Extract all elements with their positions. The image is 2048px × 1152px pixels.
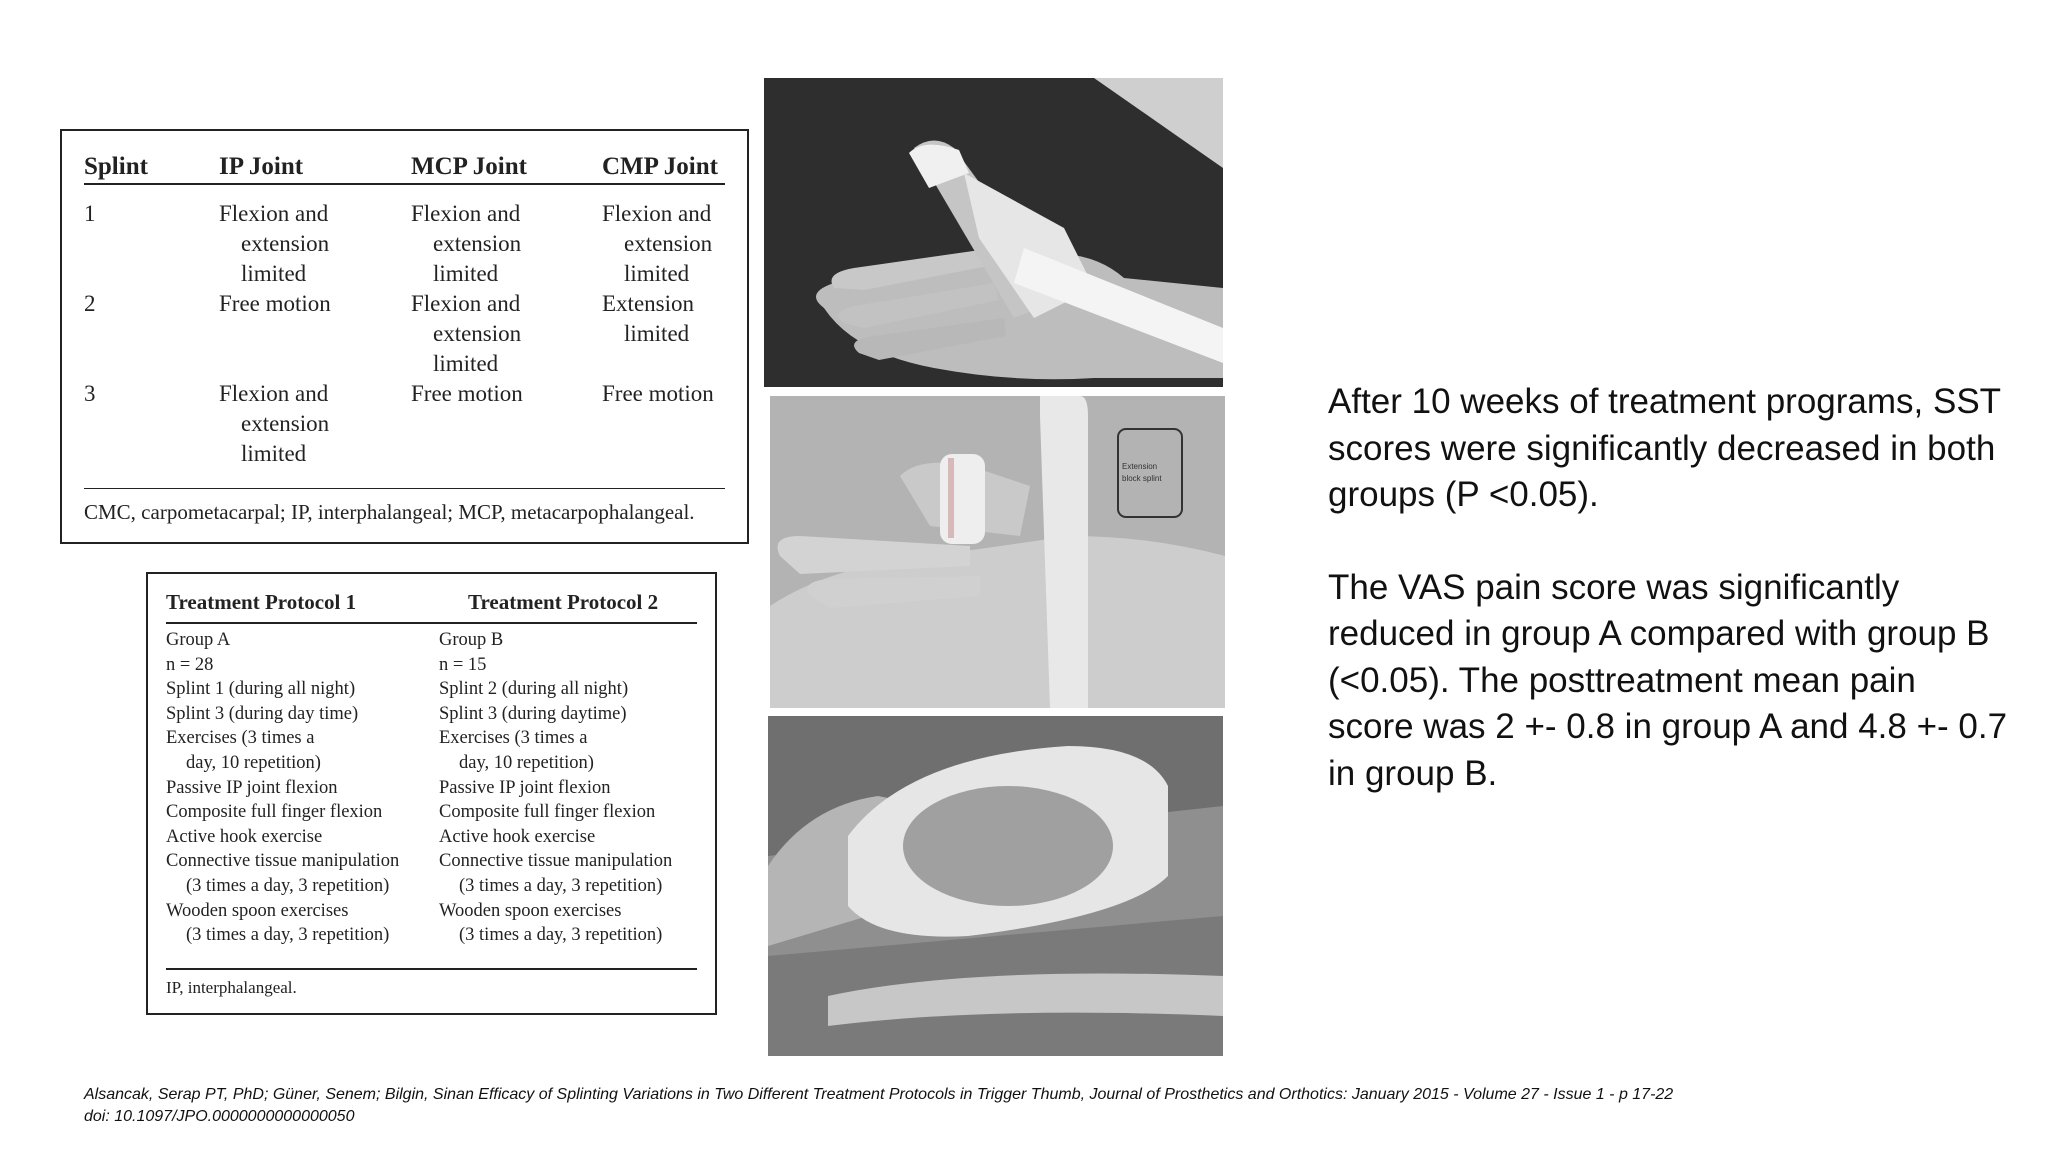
hand-splint-illustration-1 [764,78,1223,387]
protocol-1-column [166,628,399,948]
citation [84,1084,1673,1128]
header-protocol-2: Treatment Protocol 2 [468,590,659,614]
splint-photo-2 [770,396,1225,708]
splint-number: 1 [84,201,96,226]
mcp-cell: Free motion [411,381,523,406]
splint-label-line-2: block splint [1122,474,1162,483]
list-item: Splint 1 (during all night) [166,679,356,700]
header-mcp-joint: MCP Joint [411,153,527,180]
list-item: Connective tissue manipulation [439,851,673,872]
list-item: Active hook exercise [166,826,323,847]
list-item: Connective tissue manipulation [166,851,400,872]
list-item: Group B [439,630,504,650]
list-item: Splint 3 (during daytime) [439,703,627,724]
splint-photo-1 [764,78,1223,387]
table-divider [84,488,725,489]
splint-number: 3 [84,381,96,406]
findings-paragraph-1: After 10 weeks of treatment programs, SST scores were significantly decreased in both groups (P <0.05). [1328,382,2001,514]
list-item: Exercises (3 times a [166,728,315,749]
list-item: Active hook exercise [439,826,596,847]
list-item: Group A [166,630,231,650]
list-item: Splint 3 (during day time) [166,703,359,724]
splint-table-footnote: CMC, carpometacarpal; IP, interphalangeal; MCP, metacarpophalangeal. [84,500,695,524]
list-item: (3 times a day, 3 repetition) [459,925,663,946]
list-item: (3 times a day, 3 repetition) [186,925,390,946]
protocol-table [146,572,717,1015]
list-item: Wooden spoon exercises [439,900,622,921]
findings-text [1328,379,2008,843]
hand-splint-illustration-3 [768,716,1223,1056]
cmp-cell: Free motion [602,381,714,406]
cmp-cell: Flexion and extension limited [602,201,713,286]
ip-cell: Flexion and extension limited [219,381,330,466]
header-ip-joint: IP Joint [219,153,304,180]
list-item: day, 10 repetition) [186,752,321,773]
header-splint: Splint [84,153,148,180]
list-item: Passive IP joint flexion [166,777,338,798]
list-item: (3 times a day, 3 repetition) [186,875,390,896]
splint-table-header [84,149,725,185]
list-item: n = 28 [166,654,214,675]
table-divider [166,968,697,970]
splint-photo-3 [768,716,1223,1056]
list-item: Exercises (3 times a [439,728,588,749]
cmp-cell: Extension limited [602,291,694,346]
header-protocol-1: Treatment Protocol 1 [166,590,357,614]
list-item: (3 times a day, 3 repetition) [459,875,663,896]
citation-doi: doi: 10.1097/JPO.0000000000000050 [84,1108,355,1125]
ip-cell: Flexion and extension limited [219,201,330,286]
protocol-table-header [166,586,697,624]
list-item: Passive IP joint flexion [439,777,611,798]
hand-splint-illustration-2 [770,396,1225,708]
splint-table [60,129,749,544]
mcp-cell: Flexion and extension limited [411,291,522,376]
findings-paragraph-2: The VAS pain score was significantly reduced in group A compared with group B (<0.05). The posttreatment mean pain score was 2 +- 0.8 in group A and 4.8 +- 0.7 in group B. [1328,567,2008,793]
list-item: day, 10 repetition) [459,752,594,773]
list-item: n = 15 [439,654,487,675]
list-item: Composite full finger flexion [439,802,656,823]
splint-number: 2 [84,291,96,316]
list-item: Splint 2 (during all night) [439,679,629,700]
mcp-cell: Flexion and extension limited [411,201,522,286]
list-item: Wooden spoon exercises [166,900,349,921]
protocol-2-column [439,628,672,948]
protocol-table-footnote: IP, interphalangeal. [166,978,297,997]
list-item: Composite full finger flexion [166,802,383,823]
header-cmp-joint: CMP Joint [602,153,718,180]
ip-cell: Free motion [219,291,331,316]
splint-label-line-1: Extension [1122,462,1158,471]
citation-reference: Alsancak, Serap PT, PhD; Güner, Senem; Bilgin, Sinan Efficacy of Splinting Variations in Two Different Treatment Protocols in Trigger Thumb, Journal of Prosthetics and Orthotics: January 2015 - Volume 27 - Issue 1 - p 17-22 [84,1086,1674,1103]
